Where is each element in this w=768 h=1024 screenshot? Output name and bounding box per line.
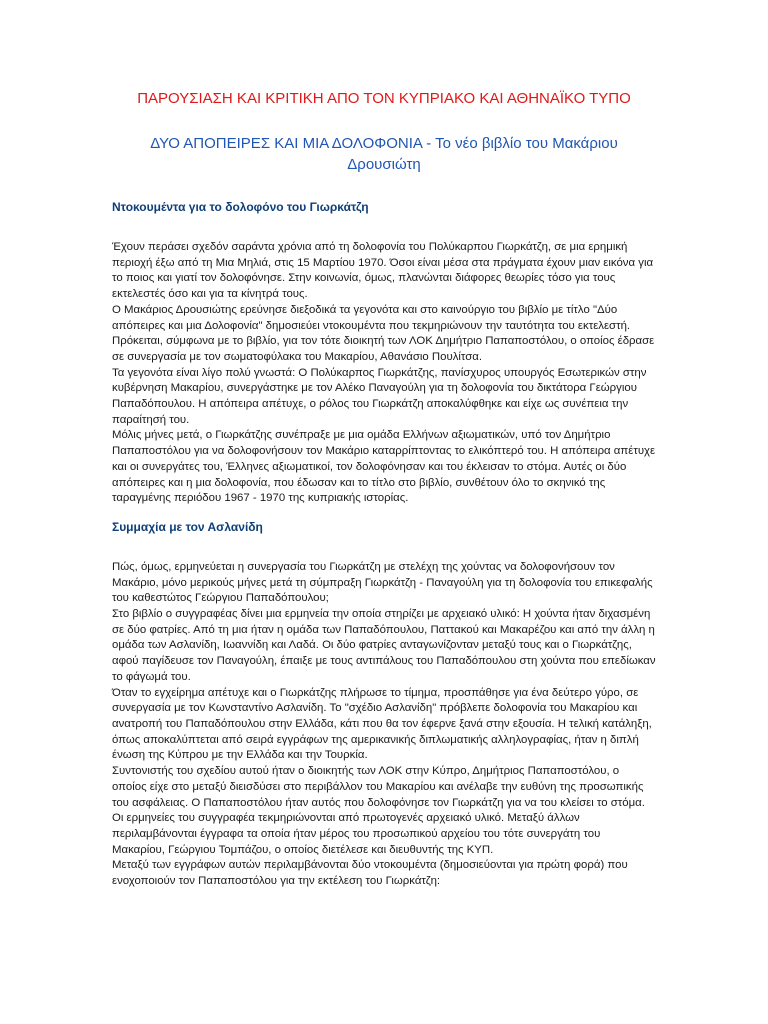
paragraph: Μόλις μήνες μετά, ο Γιωρκάτζης συνέπραξε με μια ομάδα Ελλήνων αξιωματικών, υπό τον Δημήτριο Παπαποστόλου για να δολοφονήσουν τον Μακάριο καταρρίπτοντας το ελικόπτερό του. Η απόπειρα απέτυχε και οι συνεργάτες του, Έλληνες αξιωματικοί, τον δολοφόνησαν και του έκλεισαν το στόμα. Αυτές οι δύο απόπειρες και η μια δολοφονία, που έδωσαν και το τίτλο στο βιβλίο, συνθέτουν όλο το σκηνικό της ταραγμένης περιόδου 1967 - 1970 της κυπριακής ιστορίας. (112, 429, 656, 505)
paragraph: Ο Μακάριος Δρουσιώτης ερεύνησε διεξοδικά τα γεγονότα και στο καινούργιο του βιβλίο με τίτλο "Δύο απόπειρες και μια Δολοφονία" δημοσιεύει ντοκουμέντα που τεκμηριώνουν την ταυτότητα του εκτελεστή. Πρόκειται, σύμφωνα με το βιβλίο, για τον τότε διοικητή των ΛΟΚ Δημήτριο Παπαποστόλου, ο οποίος έδρασε σε συνεργασία με τον σωματοφύλακα του Μακαρίου, Αθανάσιο Πουλίτσα. (112, 303, 655, 363)
section-heading: Συμμαχία με τον Ασλανίδη (112, 519, 263, 534)
document-subtitle: ΔΥΟ ΑΠΟΠΕΙΡΕΣ ΚΑΙ ΜΙΑ ΔΟΛΟΦΟΝΙΑ - Το νέο βιβλίο του Μακάριου Δρουσιώτη (150, 135, 618, 173)
paragraph: Πώς, όμως, ερμηνεύεται η συνεργασία του Γιωρκάτζη με στελέχη της χούντας να δολοφονήσουν τον Μακάριο, μόνο μερικούς μήνες μετά τη σύμπραξη Γιωρκάτζη - Παναγούλη για τη δολοφονία του επικεφαλής του καθεστώτος Γεώργιου Παπαδόπουλου; (112, 560, 653, 605)
document-title: ΠΑΡΟΥΣΙΑΣΗ ΚΑΙ ΚΡΙΤΙΚΗ ΑΠΟ ΤΟΝ ΚΥΠΡΙΑΚΟ ΚΑΙ ΑΘΗΝΑΪΚΟ ΤΥΠΟ (137, 90, 631, 107)
paragraph: Όταν το εγχείρημα απέτυχε και ο Γιωρκάτζης πλήρωσε το τίμημα, προσπάθησε για ένα δεύτερο γύρο, σε συνεργασία με τον Κωνσταντίνο Ασλανίδη. Το "σχέδιο Ασλανίδη" πρόβλεπε δολοφονία του Μακαρίου και ανατροπή του Παπαδόπουλου στην Ελλάδα, κάτι που θα τον έφερνε ξανά στην εξουσία. Η τελική κατάληξη, όπως αποκαλύπτεται από σειρά εγγράφων της αμερικανικής διπλωματικής αλληλογραφίας, ήταν η διπλή ένωση της Κύπρου με την Ελλάδα και την Τουρκία. (112, 686, 652, 762)
paragraph: Συντονιστής του σχεδίου αυτού ήταν ο διοικητής των ΛΟΚ στην Κύπρο, Δημήτριος Παπαποστόλου, ο οποίος είχε στο μεταξύ διεισδύσει στο περιβάλλον του Μακαρίου και ανέλαβε την ευθύνη της προσωπικής του ασφάλειας. Ο Παπαποστόλου ήταν αυτός που δολοφόνησε τον Γιωρκάτζη για να του κλείσει το στόμα. (112, 765, 645, 809)
document-page (112, 88, 656, 902)
paragraph: Οι ερμηνείες του συγγραφέα τεκμηριώνονται από πρωτογενές αρχειακό υλικό. Μεταξύ άλλων περιλαμβάνονται έγγραφα τα οποία ήταν μέρος του προσωπικού αρχείου του τότε συνεργάτη του Μακαρίου, Γεώργιου Τομπάζου, ο οποίος διετέλεσε και διευθυντής της ΚΥΠ. (112, 812, 601, 856)
section-body (112, 240, 656, 507)
paragraph: Τα γεγονότα είναι λίγο πολύ γνωστά: Ο Πολύκαρπος Γιωρκάτζης, πανίσχυρος υπουργός Εσωτερικών στην κυβέρνηση Μακαρίου, συνεργάστηκε με τον Αλέκο Παναγούλη για τη δολοφονία του δικτάτορα Γεώργιου Παπαδόπουλου. Η απόπειρα απέτυχε, ο ρόλος του Γιωρκάτζη αποκαλύφθηκε και είχε ως συνέπεια την παραίτησή του. (112, 366, 647, 426)
section-heading: Ντοκουμέντα για το δολοφόνο του Γιωρκάτζη (112, 200, 369, 214)
section-documents (112, 199, 656, 507)
section-aslanidis-alliance (112, 519, 656, 890)
paragraph: Έχουν περάσει σχεδόν σαράντα χρόνια από τη δολοφονία του Πολύκαρπου Γιωρκάτζη, σε μια ερημική περιοχή έξω από τη Μια Μηλιά, στις 15 Μαρτίου 1970. Όσοι είναι μέσα στα πράγματα έχουν μιαν εικόνα για το ποιος και γιατί τον δολοφόνησε. Στην κοινωνία, όμως, πλανώνται διάφορες θεωρίες τόσο για τους εκτελεστές όσο και για τα κίνητρά τους. (112, 241, 654, 301)
paragraph: Μεταξύ των εγγράφων αυτών περιλαμβάνονται δύο ντοκουμέντα (δημοσιεύονται για πρώτη φορά) που ενοχοποιούν τον Παπαποστόλου για την εκτέλεση του Γιωρκάτζη: (112, 859, 628, 888)
paragraph: Στο βιβλίο ο συγγραφέας δίνει μια ερμηνεία την οποία στηρίζει με αρχειακό υλικό: Η χούντα ήταν διχασμένη σε δύο φατρίες. Από τη μια ήταν η ομάδα των Παπαδόπουλου, Παττακού και Μακαρέζου και από την άλλη η ομάδα των Ασλανίδη, Ιωαννίδη και Λαδά. Οι δύο φατρίες ανταγωνίζονταν μεταξύ τους και ο Γιωρκάτζης, αφού παγίδευσε τον Παναγούλη, έπαιξε με τους αντιπάλους του Παπαδόπουλου στη χούντα που επεδίωκαν το φάγωμά του. (112, 608, 656, 683)
section-body (112, 560, 656, 890)
